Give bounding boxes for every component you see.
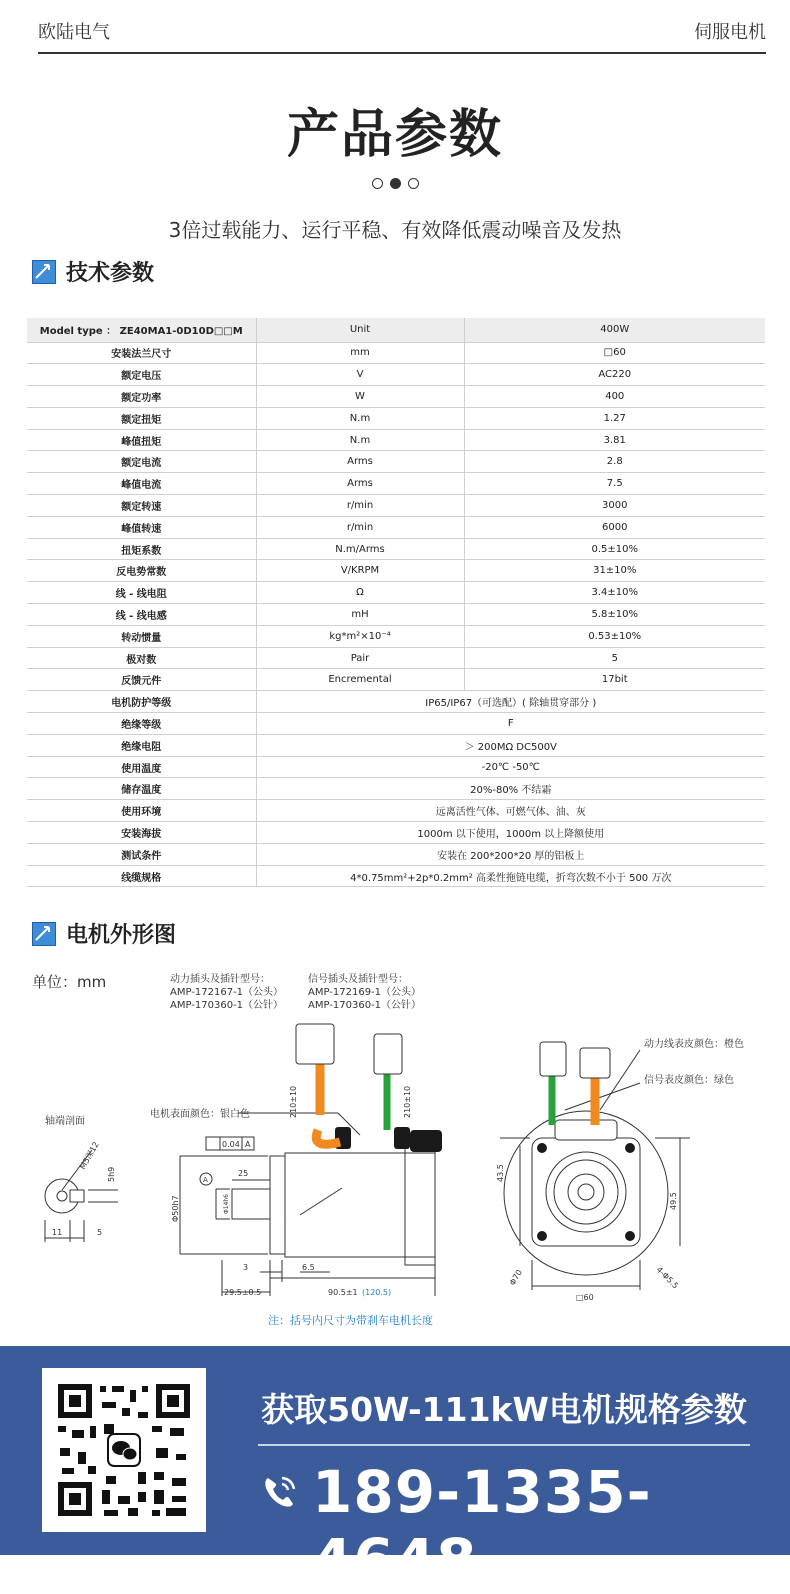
dim-h49: 49.5 (669, 1192, 678, 1210)
param-unit: Arms (256, 473, 464, 495)
dim-power-cable-len: 210±10 (289, 1085, 298, 1118)
param-name: 额定功率 (27, 386, 256, 408)
param-unit: Pair (256, 647, 464, 669)
param-value: 安装在 200*200*20 厚的铝板上 (256, 843, 765, 865)
footer-phone[interactable]: 189-1335-4648 (312, 1458, 652, 1594)
param-name: 绝缘电阻 (27, 734, 256, 756)
param-name: 储存温度 (27, 778, 256, 800)
table-header-row (27, 318, 765, 342)
header-model: Model type ： ZE40MA1-0D10D□□M (27, 318, 256, 342)
param-name: 绝缘等级 (27, 713, 256, 735)
dim-d70: Φ70 (507, 1268, 524, 1287)
param-value: 远离活性气体、可燃气体、油、灰 (256, 800, 765, 822)
param-unit: r/min (256, 516, 464, 538)
param-name: 峰值电流 (27, 473, 256, 495)
power-plug-line2: AMP-172167-1（公头） (170, 987, 284, 998)
unit-label: 单位：mm (32, 973, 107, 991)
signal-cable-color-label: 信号表皮颜色：绿色 (644, 1075, 734, 1086)
dim-w5: 5 (97, 1228, 103, 1237)
dim-runout: 0.04 (222, 1140, 240, 1149)
param-value: 5 (464, 647, 765, 669)
param-name: 安装法兰尺寸 (27, 342, 256, 364)
param-value: 7.5 (464, 473, 765, 495)
param-name: 峰值扭矩 (27, 429, 256, 451)
table-row (27, 342, 765, 364)
dim-body-len-brake: (120.5) (362, 1288, 392, 1297)
param-unit: V/KRPM (256, 560, 464, 582)
qr-code-image (42, 1368, 206, 1532)
param-name: 反馈元件 (27, 669, 256, 691)
carousel-dots (0, 178, 790, 189)
section-header-outline (32, 918, 176, 949)
param-value: 0.53±10% (464, 625, 765, 647)
motor-outline-drawing (0, 960, 790, 1340)
datum-mark: A (203, 1176, 208, 1184)
carousel-dot-active[interactable] (390, 178, 401, 189)
param-unit: N.m (256, 429, 464, 451)
param-name: 反电势常数 (27, 560, 256, 582)
section-icon (32, 260, 56, 284)
brake-note: 注：括号内尺寸为带刹车电机长度 (268, 1314, 433, 1327)
param-unit: N.m (256, 407, 464, 429)
phone-icon (258, 1470, 302, 1514)
param-name: 扭矩系数 (27, 538, 256, 560)
param-value: 2.8 (464, 451, 765, 473)
table-row (27, 756, 765, 778)
dim-m5: M5深12 (77, 1140, 101, 1171)
param-name: 额定扭矩 (27, 407, 256, 429)
qr-code[interactable] (42, 1368, 206, 1532)
dim-key-h: 5h9 (107, 1166, 116, 1182)
header-power: 400W (464, 318, 765, 342)
power-cable-color-label: 动力线表皮颜色：橙色 (644, 1039, 744, 1050)
param-value: 3.4±10% (464, 582, 765, 604)
param-unit: mH (256, 604, 464, 626)
param-value: 1000m 以下使用，1000m 以上降额使用 (256, 822, 765, 844)
table-row (27, 713, 765, 735)
table-row (27, 495, 765, 517)
param-unit: Encremental (256, 669, 464, 691)
param-name: 电机防护等级 (27, 691, 256, 713)
param-unit: N.m/Arms (256, 538, 464, 560)
param-name: 峰值转速 (27, 516, 256, 538)
table-row (27, 407, 765, 429)
header-unit: Unit (256, 318, 464, 342)
dim-body-len: 90.5±1 (328, 1288, 358, 1297)
param-value: □60 (464, 342, 765, 364)
dim-step: 6.5 (302, 1263, 315, 1272)
spec-table (27, 318, 765, 887)
param-name: 使用温度 (27, 756, 256, 778)
page-title: 产品参数 (286, 105, 503, 165)
footer-banner (0, 1346, 790, 1594)
table-row (27, 778, 765, 800)
power-plug-line1: 动力插头及插针型号： (170, 974, 270, 985)
table-row (27, 451, 765, 473)
dim-datum: A (245, 1140, 251, 1149)
table-row (27, 669, 765, 691)
carousel-dot[interactable] (372, 178, 383, 189)
dim-sq60: □60 (576, 1293, 594, 1302)
table-row (27, 625, 765, 647)
param-name: 额定电流 (27, 451, 256, 473)
param-value: F (256, 713, 765, 735)
signal-plug-line3: AMP-170360-1（公针） (308, 1000, 422, 1011)
param-name: 使用环境 (27, 800, 256, 822)
carousel-dot[interactable] (408, 178, 419, 189)
subtitle: 3倍过载能力、运行平稳、有效降低震动噪音及发热 (168, 218, 622, 242)
surface-color-label: 电机表面颜色：银白色 (150, 1109, 250, 1120)
table-row (27, 734, 765, 756)
param-name: 测试条件 (27, 843, 256, 865)
param-value: 31±10% (464, 560, 765, 582)
param-value: 3000 (464, 495, 765, 517)
table-row (27, 647, 765, 669)
param-value: 6000 (464, 516, 765, 538)
param-name: 额定转速 (27, 495, 256, 517)
param-value: 400 (464, 386, 765, 408)
dim-key: Φ14h6 (223, 1194, 230, 1214)
param-value: 1.27 (464, 407, 765, 429)
dim-h43: 43.5 (496, 1164, 505, 1182)
category-name: 伺服电机 (694, 22, 766, 43)
brand-name: 欧陆电气 (38, 22, 110, 43)
signal-plug-line2: AMP-172169-1（公头） (308, 987, 422, 998)
section-title-outline: 电机外形图 (66, 923, 177, 948)
section-icon (32, 922, 56, 946)
footer-divider (258, 1444, 750, 1446)
param-value: -20℃ -50℃ (256, 756, 765, 778)
param-name: 转动惯量 (27, 625, 256, 647)
footer-title: 获取50W-111kW电机规格参数 (261, 1390, 747, 1429)
param-value: ＞ 200MΩ DC500V (256, 734, 765, 756)
param-unit: kg*m²×10⁻⁴ (256, 625, 464, 647)
table-row (27, 800, 765, 822)
dim-signal-cable-len: 210±10 (403, 1085, 412, 1118)
param-value: IP65/IP67（可选配）( 除轴贯穿部分 ) (256, 691, 765, 713)
param-name: 线 - 线电阻 (27, 582, 256, 604)
param-unit: Arms (256, 451, 464, 473)
table-row (27, 473, 765, 495)
dim-shaft-total: 29.5±0.5 (224, 1288, 262, 1297)
param-value: AC220 (464, 364, 765, 386)
signal-plug-line1: 信号插头及插针型号： (308, 974, 408, 985)
table-row (27, 516, 765, 538)
table-row (27, 538, 765, 560)
param-name: 额定电压 (27, 364, 256, 386)
param-value: 0.5±10% (464, 538, 765, 560)
dim-shaft-len: 25 (238, 1169, 249, 1178)
param-value: 4*0.75mm²+2p*0.2mm² 高柔性拖链电缆，折弯次数不小于 500 万次 (256, 865, 765, 887)
param-unit: r/min (256, 495, 464, 517)
top-bar (38, 0, 766, 54)
param-unit: W (256, 386, 464, 408)
param-value: 17bit (464, 669, 765, 691)
param-value: 20%-80% 不结霜 (256, 778, 765, 800)
table-row (27, 582, 765, 604)
param-unit: Ω (256, 582, 464, 604)
param-name: 线缆规格 (27, 865, 256, 887)
power-plug-line3: AMP-170360-1（公针） (170, 1000, 284, 1011)
dim-flange-dia: Φ50h7 (171, 1195, 180, 1222)
table-row (27, 865, 765, 887)
table-row (27, 560, 765, 582)
param-value: 5.8±10% (464, 604, 765, 626)
table-row (27, 429, 765, 451)
table-row (27, 843, 765, 865)
param-name: 安装海拔 (27, 822, 256, 844)
param-name: 极对数 (27, 647, 256, 669)
section-title-specs: 技术参数 (66, 261, 155, 286)
param-unit: mm (256, 342, 464, 364)
dim-w11: 11 (52, 1228, 63, 1237)
param-value: 3.81 (464, 429, 765, 451)
dim-holes: 4-Φ5.5 (654, 1265, 681, 1291)
table-row (27, 822, 765, 844)
table-row (27, 364, 765, 386)
shaft-section-label: 轴端剖面 (45, 1116, 85, 1127)
table-row (27, 604, 765, 626)
dim-flange-t: 3 (243, 1263, 249, 1272)
param-name: 线 - 线电感 (27, 604, 256, 626)
param-unit: V (256, 364, 464, 386)
table-row (27, 691, 765, 713)
section-header-specs (32, 256, 154, 287)
table-row (27, 386, 765, 408)
